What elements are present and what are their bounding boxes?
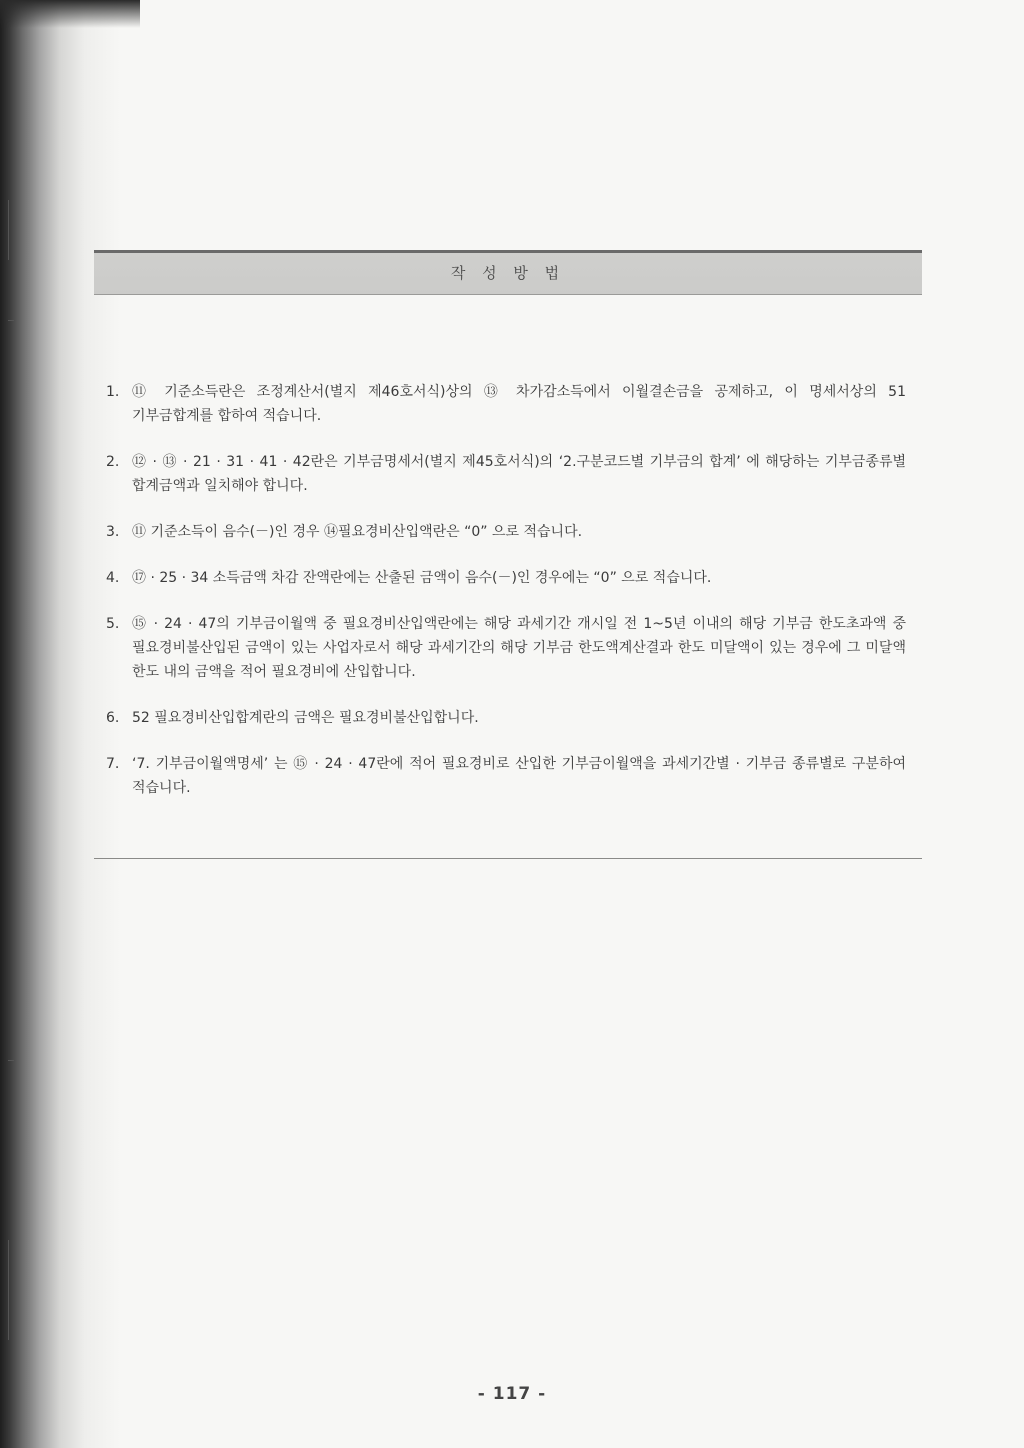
instruction-item <box>106 566 906 590</box>
instruction-text: ⑮ · 24 · 47의 기부금이월액 중 필요경비산입액란에는 해당 과세기간 개시일 전 1~5년 이내의 해당 기부금 한도초과액 중 필요경비불산입된 금액이 있는 사업자로서 해당 과세기간의 해당 기부금 한도액계산결과 한도 미달액이 있는 경우에 그 미달액 한도 내의 금액을 적어 필요경비에 산입합니다. <box>132 616 906 680</box>
bottom-divider <box>94 858 922 859</box>
page-edge-tick <box>8 1060 14 1061</box>
instruction-number: 1. <box>106 384 120 400</box>
instruction-item <box>106 450 906 498</box>
section-title: 작 성 방 법 <box>450 264 566 282</box>
instruction-text: ‘7. 기부금이월액명세’ 는 ⑮ · 24 · 47란에 적어 필요경비로 산입한 기부금이월액을 과세기간별 · 기부금 종류별로 구분하여 적습니다. <box>132 756 906 796</box>
instruction-item <box>106 612 906 684</box>
instruction-text: 52 필요경비산입합계란의 금액은 필요경비불산입합니다. <box>132 710 479 726</box>
binding-top-shadow <box>0 0 140 28</box>
page-number: - 117 - <box>477 1384 547 1404</box>
page-edge-tick <box>8 320 14 321</box>
instruction-list <box>106 380 906 822</box>
instruction-number: 7. <box>106 756 120 772</box>
page-edge-mark <box>8 200 9 260</box>
instruction-text: ⑪ 기준소득란은 조정계산서(별지 제46호서식)상의 ⑬ 차가감소득에서 이월결손금을 공제하고, 이 명세서상의 51 기부금합계를 합하여 적습니다. <box>132 384 906 424</box>
instruction-item <box>106 380 906 428</box>
instruction-text: ⑰ · 25 · 34 소득금액 차감 잔액란에는 산출된 금액이 음수(－)인 경우에는 “0” 으로 적습니다. <box>132 570 712 586</box>
instruction-text: ⑫ · ⑬ · 21 · 31 · 41 · 42란은 기부금명세서(별지 제45호서식)의 ‘2.구분코드별 기부금의 합계’ 에 해당하는 기부금종류별 합계금액과 일치해야 합니다. <box>132 454 906 494</box>
instruction-number: 6. <box>106 710 120 726</box>
section-header-band <box>94 250 922 295</box>
instruction-number: 5. <box>106 616 120 632</box>
instruction-item <box>106 520 906 544</box>
instruction-number: 2. <box>106 454 120 470</box>
binding-gutter-shadow <box>0 0 120 1448</box>
instruction-item <box>106 706 906 730</box>
instruction-item <box>106 752 906 800</box>
instruction-text: ⑪ 기준소득이 음수(－)인 경우 ⑭필요경비산입액란은 “0” 으로 적습니다. <box>132 524 583 540</box>
instruction-number: 3. <box>106 524 120 540</box>
page-edge-mark <box>8 1240 9 1340</box>
instruction-number: 4. <box>106 570 120 586</box>
